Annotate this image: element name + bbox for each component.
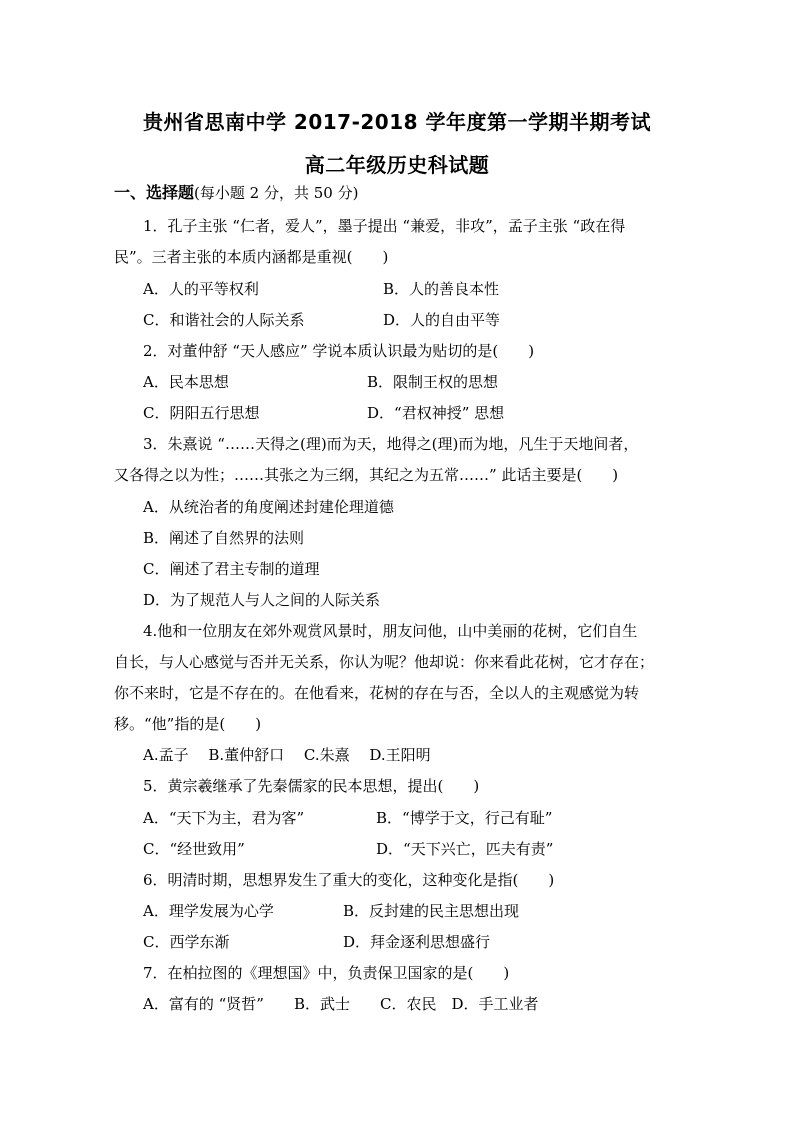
question-3-stem-line-1: 3．朱熹说 “……天得之(理)而为天，地得之(理)而为地，凡生于天地间者， bbox=[143, 435, 639, 453]
question-1-option-c: C．和谐社会的人际关系 bbox=[143, 311, 305, 329]
question-1-stem-line-2: 民”。三者主张的本质内涵都是重视( ) bbox=[114, 248, 389, 266]
question-2-option-c: C．阴阳五行思想 bbox=[143, 404, 260, 422]
question-1-option-d: D．人的自由平等 bbox=[383, 311, 501, 329]
question-6-stem: 6．明清时期，思想界发生了重大的变化，这种变化是指( ) bbox=[143, 871, 555, 889]
question-5-option-c: C．“经世致用” bbox=[143, 840, 245, 858]
question-5-option-d: D．“天下兴亡，匹夫有责” bbox=[376, 840, 554, 858]
section-heading: 一、选择题 bbox=[114, 183, 195, 202]
question-2-option-d: D．“君权神授” 思想 bbox=[367, 404, 505, 422]
question-7-options: A．富有的 “贤哲” B．武士 C．农民 D．手工业者 bbox=[143, 995, 539, 1013]
question-1-stem-line-1: 1．孔子主张 “仁者，爱人”，墨子提出 “兼爱，非攻”，孟子主张 “政在得 bbox=[143, 217, 626, 235]
question-1-option-a: A．人的平等权利 bbox=[143, 280, 259, 298]
question-2-option-a: A．民本思想 bbox=[143, 373, 229, 391]
section-note: (每小题 2 分，共 50 分) bbox=[194, 184, 359, 202]
exam-title: 贵州省思南中学 2017-2018 学年度第一学期半期考试 bbox=[142, 110, 652, 134]
question-2-stem: 2．对董仲舒 “天人感应” 学说本质认识最为贴切的是( ) bbox=[143, 342, 535, 360]
question-6-option-c: C．西学东渐 bbox=[143, 933, 230, 951]
exam-subtitle: 高二年级历史科试题 bbox=[304, 153, 490, 177]
question-4-stem-line-4: 移。“他”指的是( ) bbox=[114, 715, 262, 733]
question-5-option-b: B．“博学于文，行己有耻” bbox=[376, 809, 553, 827]
question-2-option-b: B．限制王权的思想 bbox=[367, 373, 499, 391]
question-6-option-a: A．理学发展为心学 bbox=[143, 902, 274, 920]
question-4-stem-line-1: 4.他和一位朋友在郊外观赏风景时，朋友问他，山中美丽的花树，它们自生 bbox=[143, 622, 638, 640]
question-1-option-b: B．人的善良本性 bbox=[383, 280, 500, 298]
question-4-stem-line-3: 你不来时，它是不存在的。在他看来，花树的存在与否，全以人的主观感觉为转 bbox=[114, 684, 640, 702]
question-6-option-b: B．反封建的民主思想出现 bbox=[343, 902, 520, 920]
question-4-stem-line-2: 自长，与人心感觉与否并无关系，你认为呢？他却说：你来看此花树，它才存在； bbox=[114, 653, 655, 671]
question-4-options: A.孟子 B.董仲舒口 C.朱熹 D.王阳明 bbox=[143, 746, 431, 764]
question-3-option-d: D．为了规范人与人之间的人际关系 bbox=[143, 591, 381, 609]
question-5-stem: 5．黄宗羲继承了先秦儒家的民本思想，提出( ) bbox=[143, 777, 480, 795]
question-3-stem-line-2: 又各得之以为性；……其张之为三纲，其纪之为五常……” 此话主要是( ) bbox=[114, 466, 619, 484]
section-header bbox=[114, 181, 358, 205]
question-3-option-a: A．从统治者的角度阐述封建伦理道德 bbox=[143, 498, 394, 516]
question-6-option-d: D．拜金逐利思想盛行 bbox=[343, 933, 491, 951]
question-5-option-a: A．“天下为主，君为客” bbox=[143, 809, 305, 827]
question-3-option-c: C．阐述了君主专制的道理 bbox=[143, 560, 320, 578]
question-7-stem: 7．在柏拉图的《理想国》中，负责保卫国家的是( ) bbox=[143, 964, 510, 982]
question-3-option-b: B．阐述了自然界的法则 bbox=[143, 529, 305, 547]
